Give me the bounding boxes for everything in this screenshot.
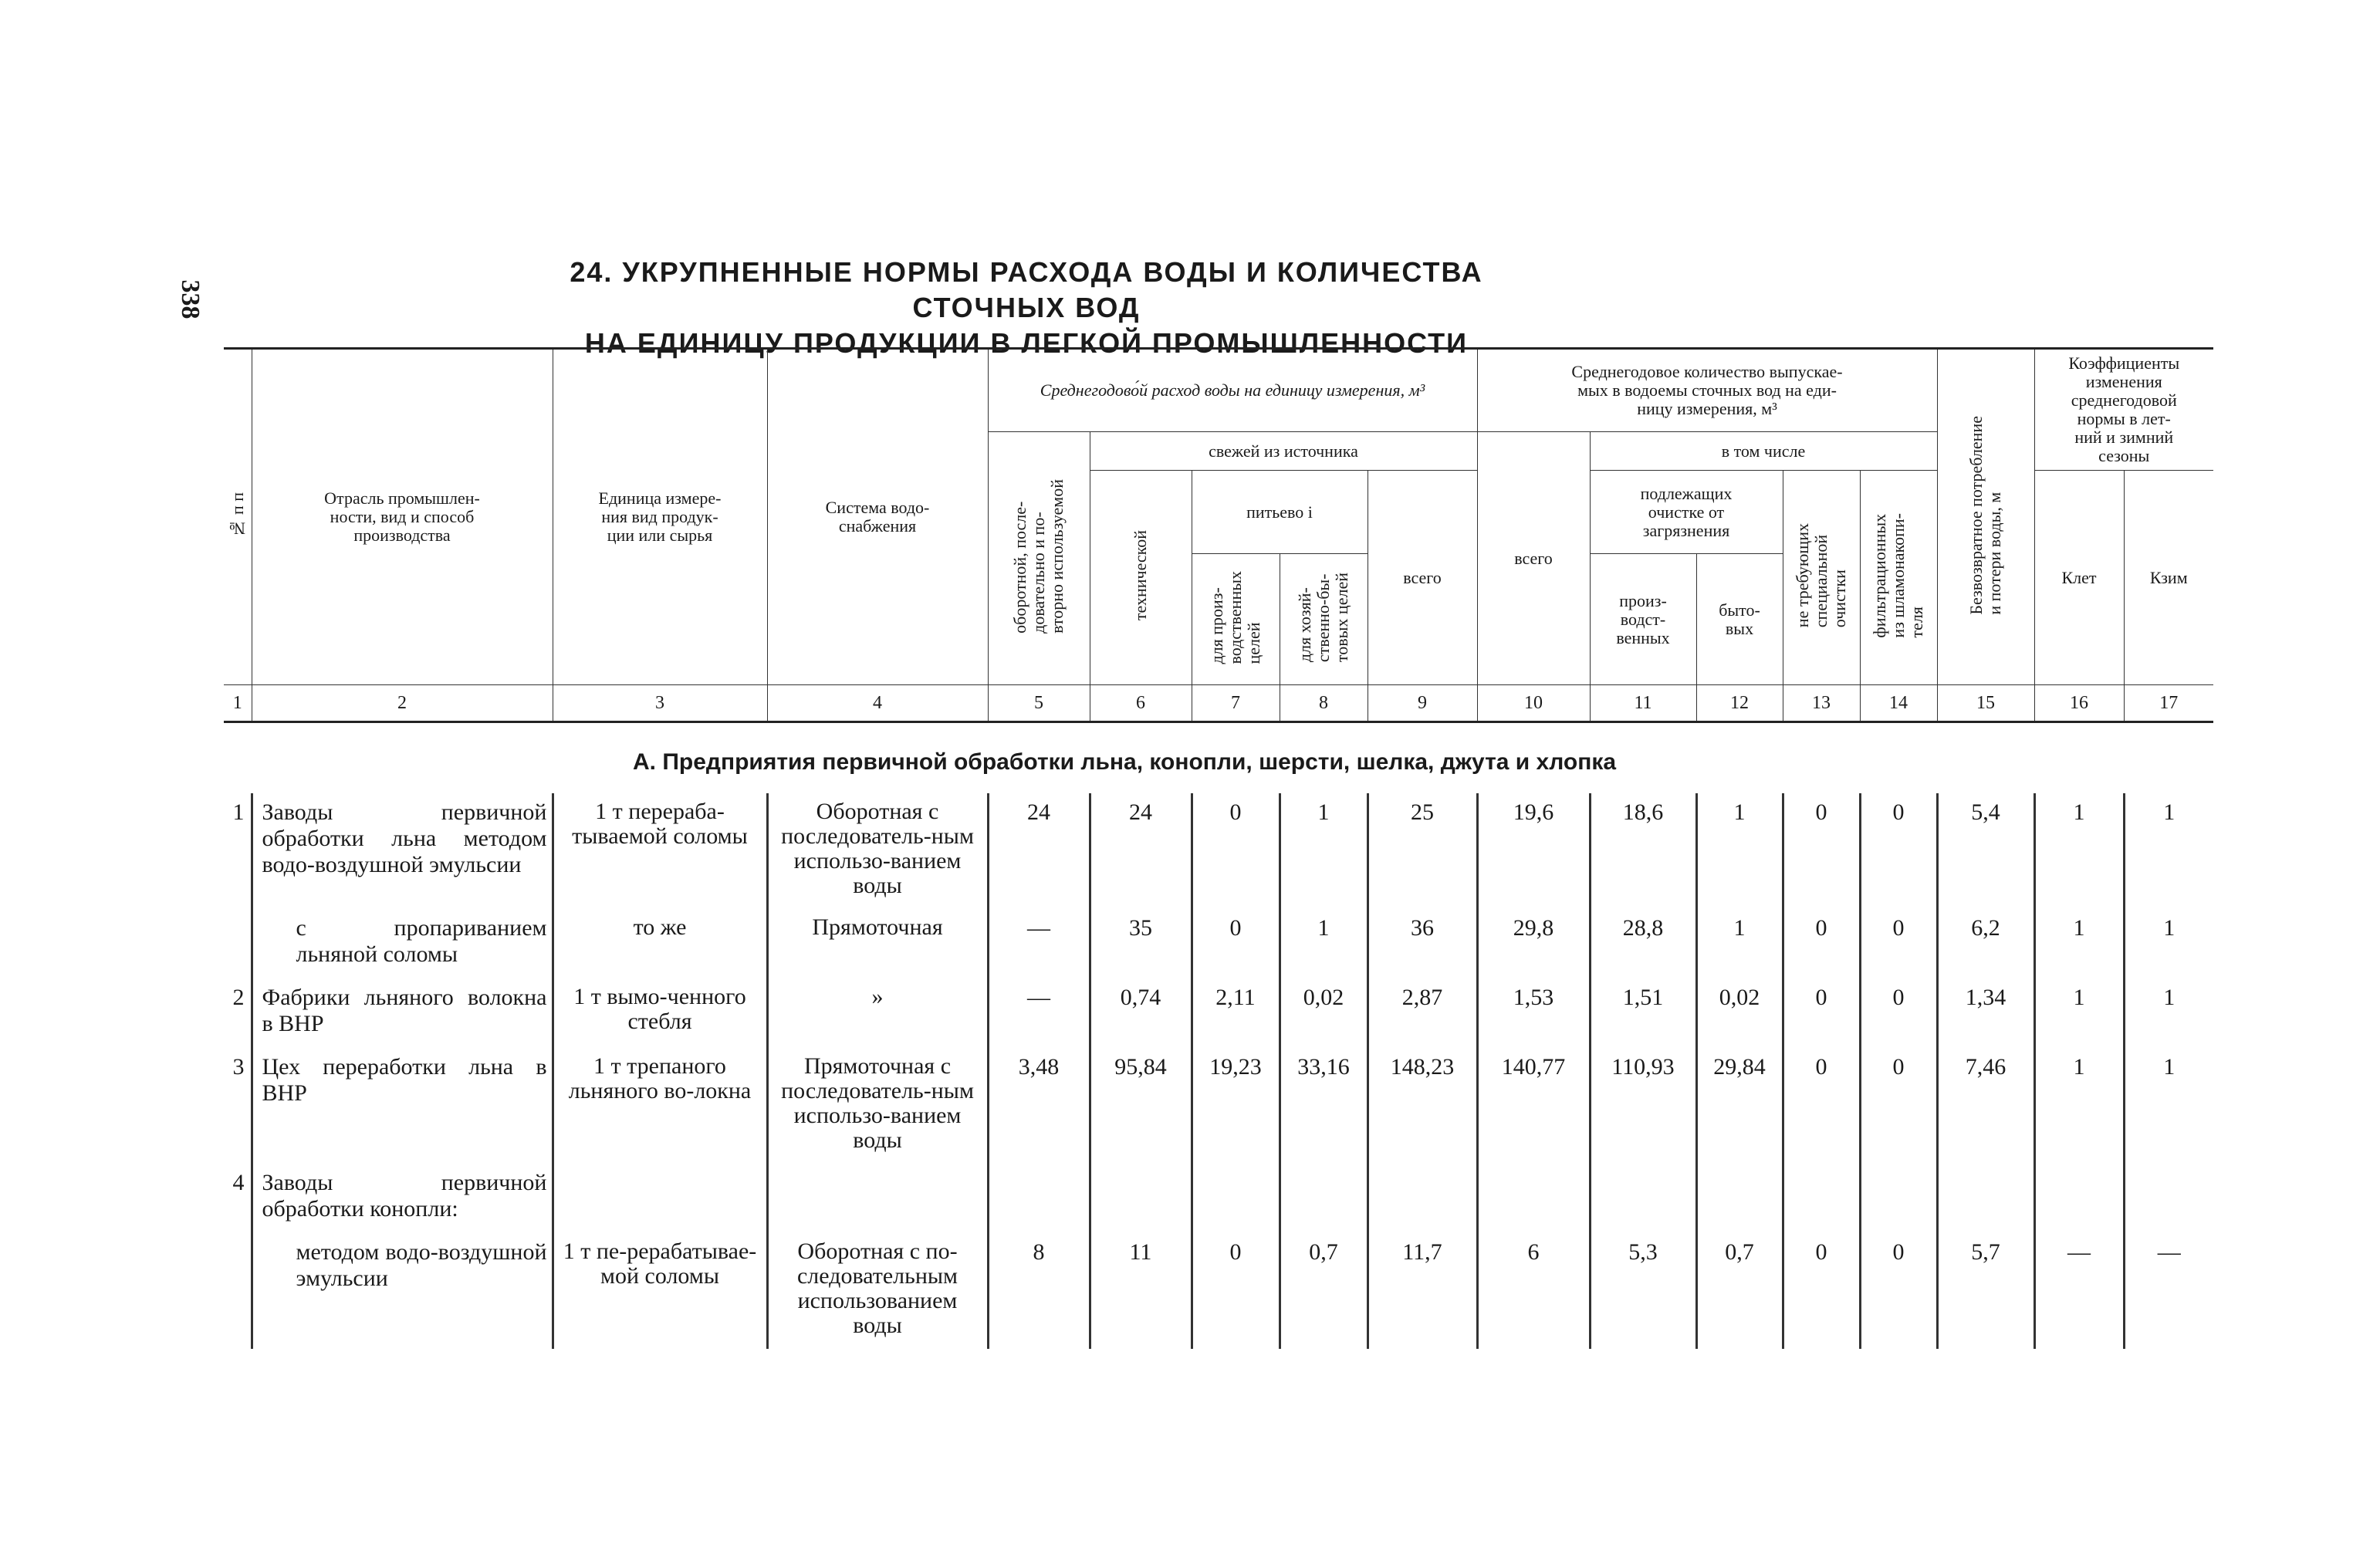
header-losses: Безвозвратное потребление и потери воды, м [1937, 349, 2034, 685]
row-value: 1,34 [1937, 978, 2034, 1048]
row-value: 1 [1280, 793, 1368, 909]
table-row [224, 978, 2213, 1048]
row-value [1280, 1164, 1368, 1233]
header-consumption: Среднегодово́й расход воды на единицу измерения, м³ [988, 349, 1477, 432]
column-number: 17 [2124, 685, 2213, 722]
row-value [1696, 1164, 1783, 1233]
row-value: 33,16 [1280, 1048, 1368, 1164]
row-value [1477, 1164, 1590, 1233]
row-value: 1 [2124, 909, 2213, 978]
row-name: с пропариванием льняной соломы [252, 909, 553, 978]
header-including: в том числе [1590, 432, 1937, 471]
row-value: 11,7 [1368, 1233, 1477, 1349]
header-consumption-total: всего [1368, 471, 1477, 685]
row-value: 29,84 [1696, 1048, 1783, 1164]
row-value [1590, 1164, 1696, 1233]
row-value: 5,4 [1937, 793, 2034, 909]
header-filtration: фильтрационных из шламонакопи- теля [1860, 471, 1937, 685]
header-recycled: оборотной, после- довательно и по- вторно используемой [988, 432, 1090, 685]
row-value: 0 [1783, 909, 1860, 978]
row-value: 0 [1860, 1048, 1937, 1164]
row-number [224, 1233, 252, 1349]
header-to-treat: подлежащих очистке от загрязнения [1590, 471, 1783, 554]
table-body [224, 793, 2213, 1349]
row-name: Заводы первичной обработки льна методом водо-воздушной эмульсии [252, 793, 553, 909]
row-value: 24 [1090, 793, 1192, 909]
row-value: 1 [2034, 793, 2124, 909]
column-number: 1 [224, 685, 252, 722]
row-value: 0,02 [1696, 978, 1783, 1048]
row-value: 0 [1860, 909, 1937, 978]
row-number [224, 909, 252, 978]
row-value: 95,84 [1090, 1048, 1192, 1164]
row-system: Оборотная с по-следовательным использованием воды [767, 1233, 988, 1349]
row-value: 36 [1368, 909, 1477, 978]
row-name: методом водо-воздушной эмульсии [252, 1233, 553, 1349]
row-value [988, 1164, 1090, 1233]
row-value: 0,74 [1090, 978, 1192, 1048]
row-value: 0 [1783, 793, 1860, 909]
row-name: Фабрики льняного волокна в ВНР [252, 978, 553, 1048]
row-value: 1 [2034, 1048, 2124, 1164]
row-value: 1 [2034, 978, 2124, 1048]
row-value [1192, 1164, 1280, 1233]
row-value: 5,7 [1937, 1233, 2034, 1349]
row-value: 1 [2034, 909, 2124, 978]
header-k-winter: Кзим [2124, 471, 2213, 685]
row-value: 6,2 [1937, 909, 2034, 978]
row-value: 6 [1477, 1233, 1590, 1349]
row-value [2124, 1164, 2213, 1233]
row-number: 3 [232, 1054, 245, 1080]
row-value: 0 [1783, 1048, 1860, 1164]
row-value: 11 [1090, 1233, 1192, 1349]
row-system: Прямоточная с последователь-ным использо-ванием воды [767, 1048, 988, 1164]
section-title: А. Предприятия первичной обработки льна, конопли, шерсти, шелка, джута и хлопка [633, 749, 1617, 775]
column-number: 13 [1783, 685, 1860, 722]
column-number: 9 [1368, 685, 1477, 722]
column-number: 12 [1696, 685, 1783, 722]
header-no-treatment: не требующих специальной очистки [1783, 471, 1860, 685]
row-unit: 1 т перераба-тываемой соломы [553, 793, 767, 909]
row-value: 0 [1783, 1233, 1860, 1349]
header-domestic: быто- вых [1696, 554, 1783, 685]
header-num: № п п [224, 349, 252, 685]
header-drinking-household: для хозяй- ственно-бы- товых целей [1280, 554, 1368, 685]
row-value: 110,93 [1590, 1048, 1696, 1164]
row-value: 1 [1696, 793, 1783, 909]
header-unit: Единица измере- ния вид продук- ции или сырья [553, 349, 767, 685]
header-technical: технической [1090, 471, 1192, 685]
header-drinking: питьево і [1192, 471, 1368, 554]
row-value: 0 [1860, 978, 1937, 1048]
row-value [1937, 1164, 2034, 1233]
header-k-summer: Кᴫет [2034, 471, 2124, 685]
row-value: 3,48 [988, 1048, 1090, 1164]
column-number: 14 [1860, 685, 1937, 722]
row-value: 1 [1280, 909, 1368, 978]
column-number: 5 [988, 685, 1090, 722]
column-number: 15 [1937, 685, 2034, 722]
row-value: 7,46 [1937, 1048, 2034, 1164]
table-row [224, 1048, 2213, 1164]
row-value: 1,53 [1477, 978, 1590, 1048]
row-value: 0,02 [1280, 978, 1368, 1048]
header-drinking-production: для произ- водственных целей [1192, 554, 1280, 685]
row-value: 28,8 [1590, 909, 1696, 978]
table-row [224, 1164, 2213, 1233]
header-coefficients: Коэффициенты изменения среднегодовой нормы в лет- ний и зимний сезоны [2034, 349, 2213, 471]
row-value [1860, 1164, 1937, 1233]
row-name: Заводы первичной обработки конопли: [252, 1164, 553, 1233]
row-value: 35 [1090, 909, 1192, 978]
column-number: 7 [1192, 685, 1280, 722]
row-value: 1 [1696, 909, 1783, 978]
table-row [224, 909, 2213, 978]
row-value: 19,6 [1477, 793, 1590, 909]
table-row [224, 1233, 2213, 1349]
row-value: 0 [1192, 793, 1280, 909]
header-branch: Отрасль промышлен- ности, вид и способ производства [252, 349, 553, 685]
row-value: 1,51 [1590, 978, 1696, 1048]
row-value: 8 [988, 1233, 1090, 1349]
header-discharge-total: всего [1477, 432, 1590, 685]
row-value: 25 [1368, 793, 1477, 909]
row-value: — [2034, 1233, 2124, 1349]
row-unit: 1 т трепаного льняного во-локна [553, 1048, 767, 1164]
row-value: 0 [1783, 978, 1860, 1048]
row-number: 4 [232, 1170, 245, 1195]
row-unit: то же [553, 909, 767, 978]
row-value: 0 [1192, 1233, 1280, 1349]
row-value: 0 [1860, 1233, 1937, 1349]
row-value: 24 [988, 793, 1090, 909]
column-number: 2 [252, 685, 553, 722]
row-system: Оборотная с последователь-ным использо-ванием воды [767, 793, 988, 909]
column-number: 8 [1280, 685, 1368, 722]
title-line-2: НА ЕДИНИЦУ ПРОДУКЦИИ В ЛЕГКОЙ ПРОМЫШЛЕННОСТИ [584, 327, 1469, 359]
column-number: 16 [2034, 685, 2124, 722]
header-fresh: свежей из источника [1090, 432, 1477, 471]
row-value: — [2124, 1233, 2213, 1349]
row-value: 1 [2124, 978, 2213, 1048]
column-number: 6 [1090, 685, 1192, 722]
row-value [1783, 1164, 1860, 1233]
header-industrial: произ- водст- венных [1590, 554, 1696, 685]
row-system: » [767, 978, 988, 1048]
row-unit: 1 т пе-рерабатывае-мой соломы [553, 1233, 767, 1349]
row-value: 1 [2124, 793, 2213, 909]
header-system: Система водо- снабжения [767, 349, 988, 685]
row-value: 148,23 [1368, 1048, 1477, 1164]
column-number: 3 [553, 685, 767, 722]
row-value: 2,11 [1192, 978, 1280, 1048]
row-system [767, 1164, 988, 1233]
row-value [1368, 1164, 1477, 1233]
column-number: 11 [1590, 685, 1696, 722]
row-value [2034, 1164, 2124, 1233]
row-value: 1 [2124, 1048, 2213, 1164]
row-value: 18,6 [1590, 793, 1696, 909]
table-title [540, 255, 1513, 361]
row-value: 29,8 [1477, 909, 1590, 978]
row-value: — [988, 909, 1090, 978]
row-value: 19,23 [1192, 1048, 1280, 1164]
row-value: 0,7 [1280, 1233, 1368, 1349]
row-name: Цех переработки льна в ВНР [252, 1048, 553, 1164]
column-number: 10 [1477, 685, 1590, 722]
row-value: 140,77 [1477, 1048, 1590, 1164]
row-number: 2 [232, 985, 245, 1010]
row-value: 0 [1860, 793, 1937, 909]
row-value: 5,3 [1590, 1233, 1696, 1349]
row-value: 0 [1192, 909, 1280, 978]
row-unit [553, 1164, 767, 1233]
row-value: 0,7 [1696, 1233, 1783, 1349]
row-value: — [988, 978, 1090, 1048]
row-value: 2,87 [1368, 978, 1477, 1048]
header-discharge: Среднегодовое количество выпускае- мых в водоемы сточных вод на еди- ницу измерения, м³ [1477, 349, 1937, 432]
row-system: Прямоточная [767, 909, 988, 978]
page-number: 338 [176, 279, 205, 319]
table-header [224, 347, 2213, 723]
column-number: 4 [767, 685, 988, 722]
row-unit: 1 т вымо-ченного стебля [553, 978, 767, 1048]
title-line-1: 24. УКРУПНЕННЫЕ НОРМЫ РАСХОДА ВОДЫ И КОЛИЧЕСТВА СТОЧНЫХ ВОД [570, 256, 1483, 323]
row-value [1090, 1164, 1192, 1233]
table-row [224, 793, 2213, 909]
row-number: 1 [232, 799, 245, 825]
